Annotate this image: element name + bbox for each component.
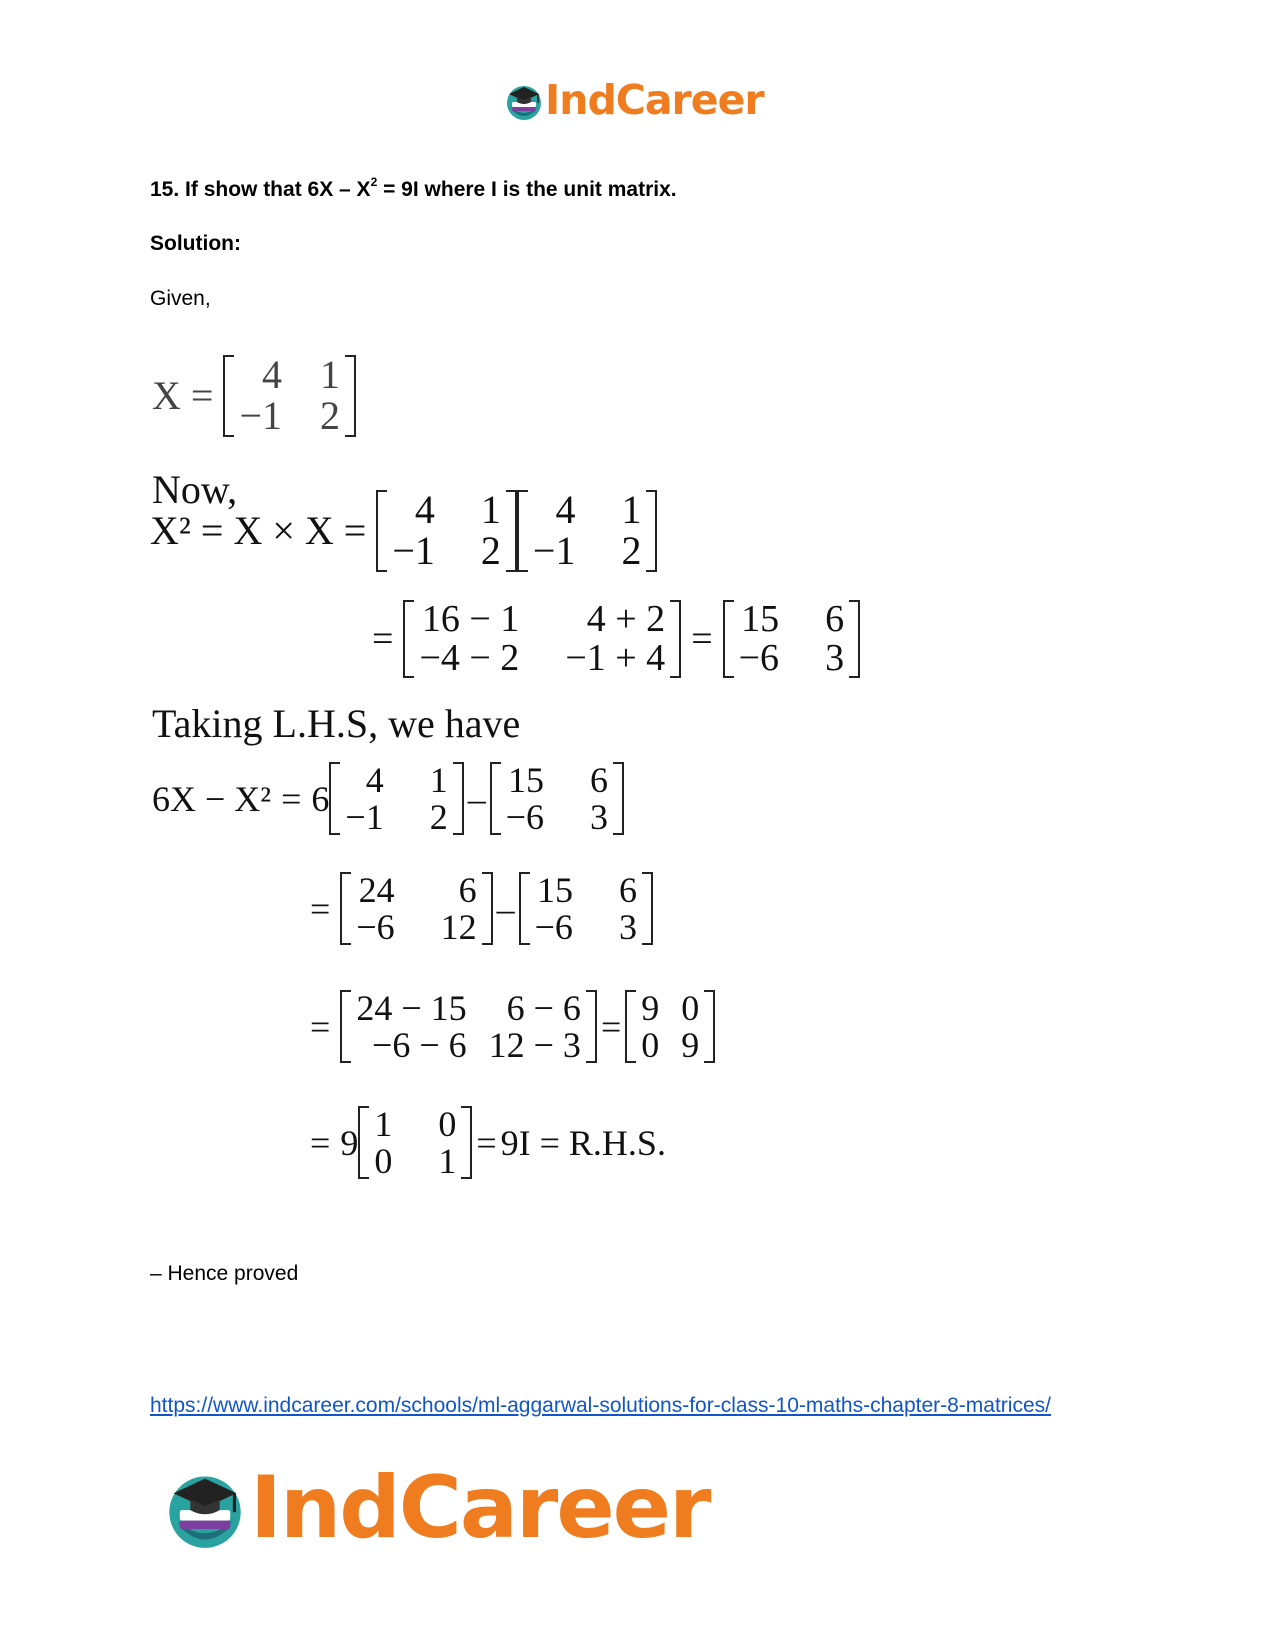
matrix-cell: 2 [480,527,501,573]
matrix-cell: 6 [590,760,609,800]
equals-sign: = [343,508,367,554]
x-squared-expansion [362,600,860,678]
question-text [150,177,677,202]
matrix-cell: 3 [590,796,609,837]
matrix-cell: 1 [438,1140,457,1181]
matrix-cell: 4 [555,487,576,532]
final-step [300,1106,666,1179]
matrix-cell: −1 [392,527,435,573]
matrix-cell: 4 [262,352,283,397]
equals-sign: = [190,373,214,419]
matrix-cell: 24 − 15 [356,988,467,1028]
matrix-cell: 1 [374,1104,393,1144]
graduation-cap-logo-icon [503,81,545,121]
x-squared-label: X² = X × X [150,508,334,554]
six-x-step [300,872,653,945]
equals-sign: = [310,1122,331,1163]
matrix-cell: 2 [320,392,341,438]
matrix-cell: 6 [825,598,845,640]
matrix-cell: 12 − 3 [488,1024,581,1065]
equals-sign: = [600,1006,622,1047]
matrix-cell: 24 [358,870,395,910]
equals-sign: = [281,778,302,819]
header-logo [503,76,764,124]
matrix-cell: −4 − 2 [419,636,520,679]
given-label: Given, [150,287,211,310]
logo-text: IndCareer [545,76,764,124]
matrix-cell: 4 + 2 [586,598,666,640]
matrix-cell: −1 [532,527,576,573]
matrix-x [223,352,356,438]
matrix-cell: 15 [741,598,780,640]
lhs-label: 6X − X² [152,778,272,819]
given-matrix-equation [152,352,356,438]
matrix-cell: −1 [345,796,384,837]
matrix-cell: −6 − 6 [372,1024,467,1065]
question-superscript: 2 [370,175,378,189]
matrix-x-left [376,487,517,573]
matrix-cell: 9 [641,988,660,1028]
equals-sign: = [310,888,331,929]
matrix-cell: 2 [621,527,642,573]
matrix-cell: 4 [365,760,384,800]
minus-sign: – [467,778,486,819]
minus-sign: – [496,888,515,929]
matrix-difference [340,990,597,1063]
matrix-cell: 6 [458,870,477,910]
matrix-cell: −6 [534,906,573,947]
matrix-x-right [517,487,658,573]
matrix-cell: −6 [505,796,545,837]
equals-sign: = [310,1006,331,1047]
equals-sign: = [691,617,713,660]
solution-label: Solution: [150,232,241,255]
matrix-cell: 1 [320,352,341,397]
identity-matrix [358,1106,472,1179]
difference-step [300,990,715,1063]
matrix-cell: 6 − 6 [506,988,581,1028]
now-label: Now, [152,467,238,512]
hence-proved-text: – Hence proved [150,1262,299,1285]
question-prefix: 15. If show that 6X – X [150,178,371,201]
final-result: 9I = R.H.S. [500,1122,666,1163]
scalar-six: 6 [311,778,330,819]
matrix-x-squared [723,600,860,678]
matrix-nine [625,990,715,1063]
matrix-cell: 3 [825,636,845,679]
equals-sign: = [476,1122,497,1163]
matrix-expansion [403,600,681,678]
matrix-cell: 0 [374,1140,393,1181]
matrix-cell: 1 [429,760,448,800]
matrix-cell: 0 [438,1104,457,1144]
footer-logo [160,1458,710,1558]
matrix-x-squared [490,762,624,835]
matrix-cell: 4 [414,487,435,532]
matrix-cell: 12 [440,906,477,947]
matrix-cell: −1 [239,392,283,438]
matrix-cell: 3 [618,906,637,947]
graduation-cap-logo-icon [160,1466,250,1550]
matrix-cell: 6 [618,870,637,910]
lhs-equation [152,762,624,835]
taking-lhs-label: Taking L.H.S, we have [152,701,521,746]
matrix-cell: 0 [641,1024,660,1065]
matrix-cell: −1 + 4 [565,636,666,679]
matrix-cell: 15 [536,870,573,910]
matrix-cell: 1 [621,487,642,532]
matrix-cell: 9 [681,1024,700,1065]
matrix-cell: −6 [738,636,780,679]
source-link[interactable]: https://www.indcareer.com/schools/ml-aggarwal-solutions-for-class-10-maths-chapter-8-matrices/ [150,1394,1051,1417]
matrix-cell: 1 [480,487,501,532]
x-label: X [152,373,181,419]
matrix-cell: −6 [356,906,395,947]
matrix-x [329,762,463,835]
logo-text: IndCareer [250,1458,710,1558]
matrix-x-squared [519,872,653,945]
matrix-cell: 0 [681,988,700,1028]
question-suffix: = 9I where I is the unit matrix. [377,178,677,201]
matrix-cell: 2 [429,796,448,837]
scalar-nine: 9 [340,1122,359,1163]
equals-sign: = [372,617,394,660]
matrix-cell: 16 − 1 [421,598,520,640]
matrix-cell: 15 [508,760,545,800]
matrix-six-x [340,872,492,945]
